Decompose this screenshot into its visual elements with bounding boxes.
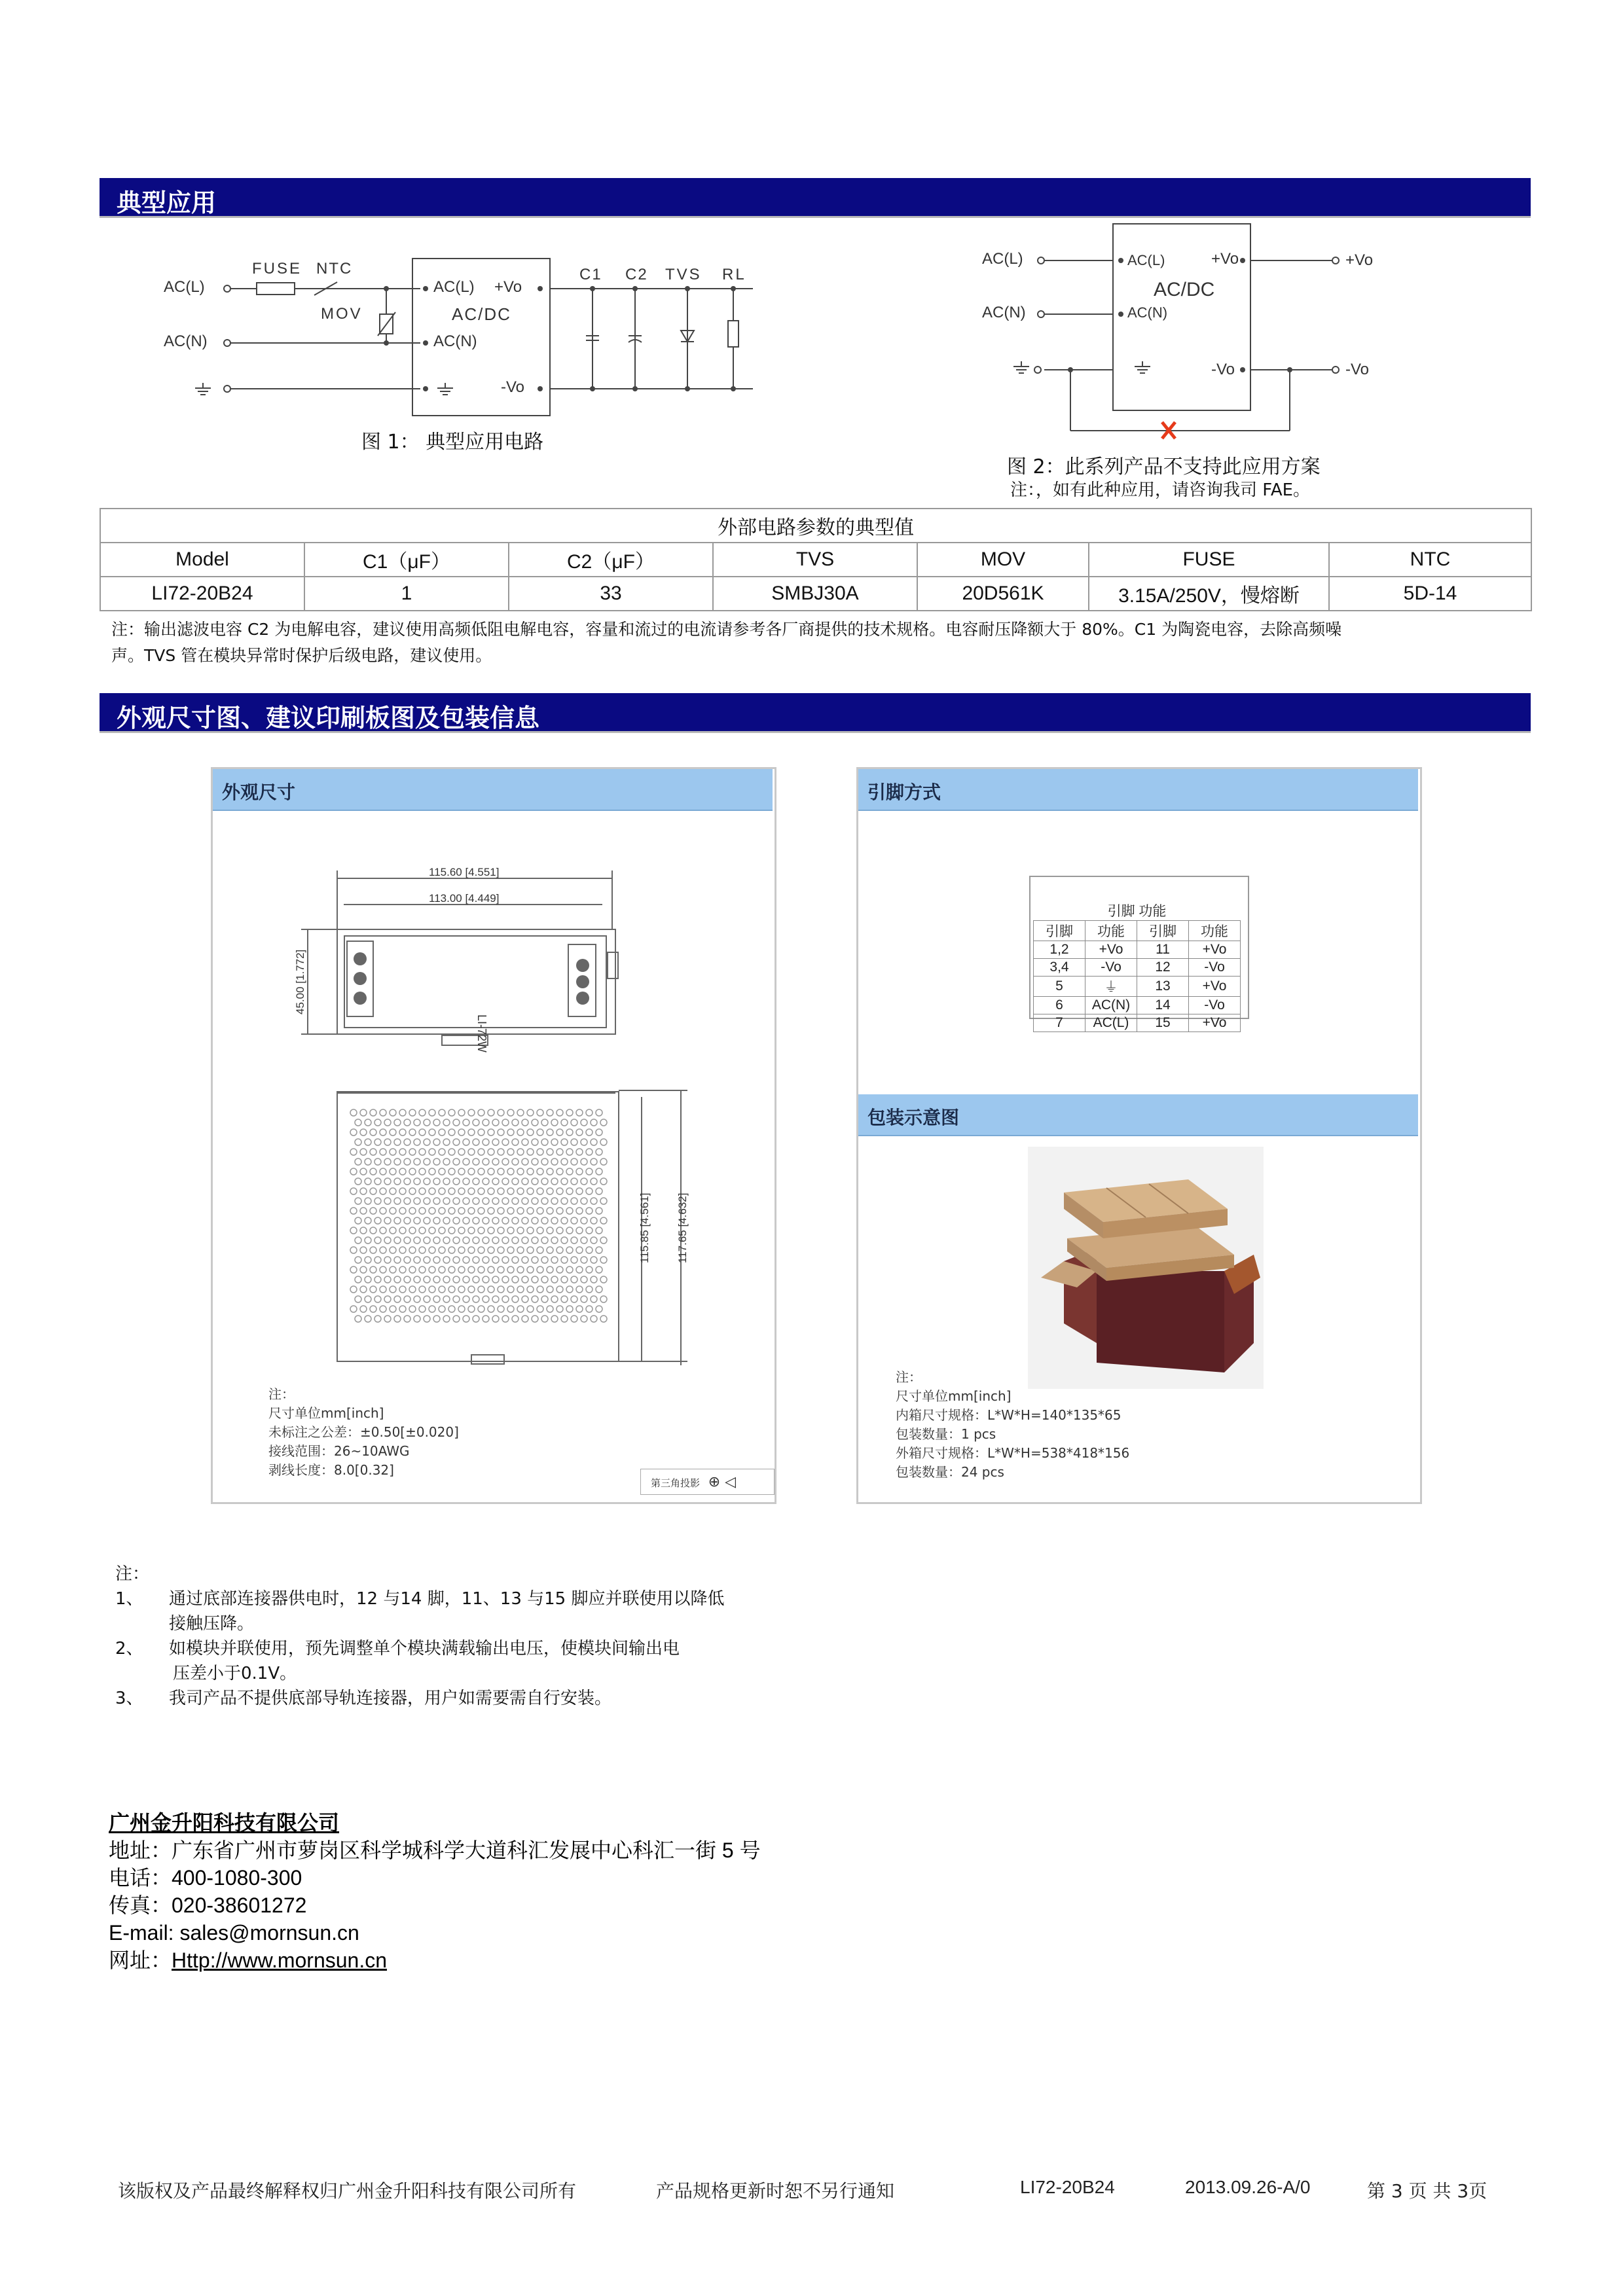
pin-row [1034, 977, 1241, 997]
label-fuse: FUSE [252, 260, 302, 278]
table-header: NTC [1329, 543, 1531, 577]
table-cell: 5D-14 [1329, 577, 1531, 611]
label-vo-neg-2: -Vo [1211, 361, 1235, 378]
table-header: FUSE [1089, 543, 1329, 577]
pin-cell: 3,4 [1034, 959, 1085, 977]
panel-title: 引脚方式 [867, 781, 941, 803]
figure-2-subcaption: 注：，如有此种应用，请咨询我司 FAE。 [1010, 480, 1311, 500]
pin-cell: +Vo [1085, 941, 1137, 959]
pin-cell: 13 [1137, 977, 1189, 997]
table-cell: SMBJ30A [713, 577, 917, 611]
figure-2-caption: 图 2：此系列产品不支持此应用方案 [1007, 456, 1321, 478]
footer-page: 第 3 页 共 3页 [1367, 2180, 1487, 2202]
footer-model: LI72-20B24 [1020, 2177, 1115, 2197]
pin-cell: AC(L) [1085, 1014, 1137, 1032]
pin-header-row [1034, 921, 1241, 941]
section-header-typical-app [100, 178, 1531, 218]
footer-version: 2013.09.26-A/0 [1185, 2177, 1311, 2197]
footer-copyright: 该版权及产品最终解释权归广州金升阳科技有限公司所有 [118, 2180, 577, 2202]
note-line: 剥线长度：8.0[0.32] [268, 1462, 394, 1478]
table-header: TVS [713, 543, 917, 577]
company-website [109, 1946, 761, 1974]
company-address: 地址：广东省广州市萝岗区科学城科学大道科汇发展中心科汇一街 5 号 [109, 1839, 761, 1862]
note-line: 尺寸单位mm[inch] [268, 1405, 384, 1421]
company-email[interactable]: E-mail: sales@mornsun.cn [109, 1921, 359, 1945]
label-c1: C1 [579, 266, 602, 283]
label-out-neg-2: -Vo [1345, 361, 1370, 378]
pin-cell: -Vo [1189, 959, 1241, 977]
label-acdc: AC/DC [452, 304, 511, 324]
note-line: 包装数量：24 pcs [896, 1464, 1004, 1480]
label-ntc: NTC [316, 260, 353, 278]
note-line: 未标注之公差：±0.50[±0.020] [268, 1424, 459, 1440]
pin-cell: 11 [1137, 941, 1189, 959]
pin-header: 功能 [1189, 921, 1241, 941]
label-c2: C2 [625, 266, 648, 283]
pin-cell: -Vo [1085, 959, 1137, 977]
table-cell: 33 [509, 577, 713, 611]
pin-header: 引脚 [1034, 921, 1085, 941]
label-acn: AC(N) [433, 332, 477, 350]
note-item [115, 1587, 724, 1611]
note-line: 包装数量：1 pcs [896, 1426, 996, 1442]
label-tvs: TVS [665, 266, 702, 283]
company-info [109, 1809, 761, 1974]
label-acl: AC(L) [433, 278, 475, 296]
company-name: 广州金升阳科技有限公司 [109, 1811, 340, 1835]
label-acl-input: AC(L) [164, 278, 205, 296]
note-text: 我司产品不提供底部导轨连接器，用户如需要需自行安装。 [169, 1689, 612, 1708]
projection-label: 第三角投影 [651, 1477, 701, 1489]
dim-height-outer: 117.65 [4.632] [676, 1193, 689, 1263]
table-cell: 20D561K [917, 577, 1089, 611]
note-line: 外箱尺寸规格：L*W*H=538*418*156 [896, 1445, 1130, 1461]
pin-row [1034, 959, 1241, 977]
external-circuit-params-table [100, 508, 1532, 611]
section-title: 典型应用 [117, 188, 217, 217]
label-acl-input-2: AC(L) [982, 250, 1023, 268]
label-out-pos-2: +Vo [1345, 251, 1374, 269]
dim-width-inner: 113.00 [4.449] [429, 892, 500, 905]
notes-title: 注： [115, 1564, 150, 1584]
note-item [115, 1686, 724, 1711]
packaging-illustration [1028, 1147, 1264, 1389]
note-continuation: 压差小于0.1V。 [173, 1664, 297, 1683]
label-acdc-2: AC/DC [1154, 279, 1215, 300]
pin-row [1034, 1014, 1241, 1032]
table-title: 外部电路参数的典型值 [100, 509, 1531, 543]
note-number: 3、 [115, 1689, 143, 1708]
label-vo-neg: -Vo [501, 378, 525, 396]
packaging-notes [896, 1368, 1129, 1482]
pin-row [1034, 941, 1241, 959]
pin-cell: 6 [1034, 997, 1085, 1014]
table-header: MOV [917, 543, 1089, 577]
unsupported-circuit-diagram [976, 223, 1401, 445]
device-model-label: LI-72W [475, 1014, 488, 1053]
note-text: 如模块并联使用，预先调整单个模块满载输出电压，使模块间输出电 [169, 1639, 680, 1659]
note-item [115, 1636, 724, 1661]
company-fax: 传真：020-38601272 [109, 1893, 307, 1917]
dimension-drawing [282, 857, 687, 1368]
pin-header: 引脚 [1137, 921, 1189, 941]
dim-height-side: 45.00 [1.772] [294, 949, 306, 1014]
params-note-line: 声。TVS 管在模块异常时保护后级电路，建议使用。 [111, 646, 492, 665]
note-number: 2、 [115, 1639, 143, 1659]
pin-cell: +Vo [1189, 941, 1241, 959]
panel-title: 外观尺寸 [222, 781, 296, 803]
pin-cell: 7 [1034, 1014, 1085, 1032]
label-acl-2: AC(L) [1127, 252, 1165, 268]
table-cell: 1 [304, 577, 509, 611]
pin-panel-header [858, 769, 1418, 811]
company-phone: 电话：400-1080-300 [109, 1866, 302, 1890]
pin-cell: 5 [1034, 977, 1085, 997]
label-rl: RL [722, 266, 746, 283]
note-text: 通过底部连接器供电时，12 与14 脚，11、13 与15 脚应并联使用以降低 [169, 1589, 725, 1609]
projection-symbol [640, 1469, 775, 1495]
pin-cell: 1,2 [1034, 941, 1085, 959]
pin-table-title: 引脚 功能 [1107, 904, 1167, 919]
pin-cell: 12 [1137, 959, 1189, 977]
dimension-panel-header [213, 769, 773, 811]
table-header: C2（μF） [509, 543, 713, 577]
table-row [100, 577, 1531, 611]
note-line: 内箱尺寸规格：L*W*H=140*135*65 [896, 1407, 1122, 1423]
pin-table [1033, 901, 1241, 1032]
label-acn-2: AC(N) [1127, 304, 1168, 321]
note-line: 接线范围：26~10AWG [268, 1443, 410, 1459]
dim-height-inner: 115.85 [4.561] [638, 1193, 651, 1263]
panel-title: 包装示意图 [867, 1107, 960, 1128]
figure-1-caption: 图 1： 典型应用电路 [361, 431, 544, 454]
label-vo-pos: +Vo [494, 278, 522, 296]
pin-cell: +Vo [1189, 977, 1241, 997]
dimension-notes [268, 1385, 459, 1480]
label-vo-pos-2: +Vo [1211, 250, 1239, 268]
pin-row [1034, 997, 1241, 1014]
table-cell: LI72-20B24 [100, 577, 304, 611]
label-mov: MOV [321, 305, 363, 323]
section-title: 外观尺寸图、建议印刷板图及包装信息 [117, 704, 540, 732]
website-label: 网址： [109, 1948, 172, 1972]
label-acn-input-2: AC(N) [982, 304, 1026, 321]
website-link[interactable]: Http://www.mornsun.cn [172, 1948, 388, 1972]
label-acn-input: AC(N) [164, 332, 208, 350]
note-continuation: 接触压降。 [169, 1614, 255, 1634]
table-header: C1（μF） [304, 543, 509, 577]
pin-cell: 15 [1137, 1014, 1189, 1032]
table-cell: 3.15A/250V，慢熔断 [1089, 577, 1329, 611]
pin-cell: +Vo [1189, 1014, 1241, 1032]
notes-block [115, 1562, 724, 1711]
packaging-panel-header [858, 1094, 1418, 1136]
params-note [111, 617, 1532, 669]
pin-cell: ⏚ [1085, 977, 1137, 997]
note-line: 尺寸单位mm[inch] [896, 1388, 1012, 1404]
table-header-row [100, 543, 1531, 577]
dim-width-outer: 115.60 [4.551] [429, 866, 500, 878]
pin-cell: -Vo [1189, 997, 1241, 1014]
params-note-line: 注：输出滤波电容 C2 为电解电容，建议使用高频低阻电解电容，容量和流过的电流请参考各厂商提供的技术规格。电容耐压降额大于 80%。C1 为陶瓷电容，去除高频噪 [111, 620, 1342, 639]
pin-cell: AC(N) [1085, 997, 1137, 1014]
projection-icon: ⊕ ◁ [708, 1474, 737, 1490]
section-header-dimensions [100, 693, 1531, 733]
footer-update: 产品规格更新时恕不另行通知 [656, 2180, 895, 2202]
pin-cell: 14 [1137, 997, 1189, 1014]
note-number: 1、 [115, 1589, 143, 1609]
table-header: Model [100, 543, 304, 577]
note-line: 注： [268, 1386, 295, 1402]
pin-header: 功能 [1085, 921, 1137, 941]
note-line: 注： [896, 1369, 922, 1385]
typical-circuit-diagram [164, 252, 753, 422]
